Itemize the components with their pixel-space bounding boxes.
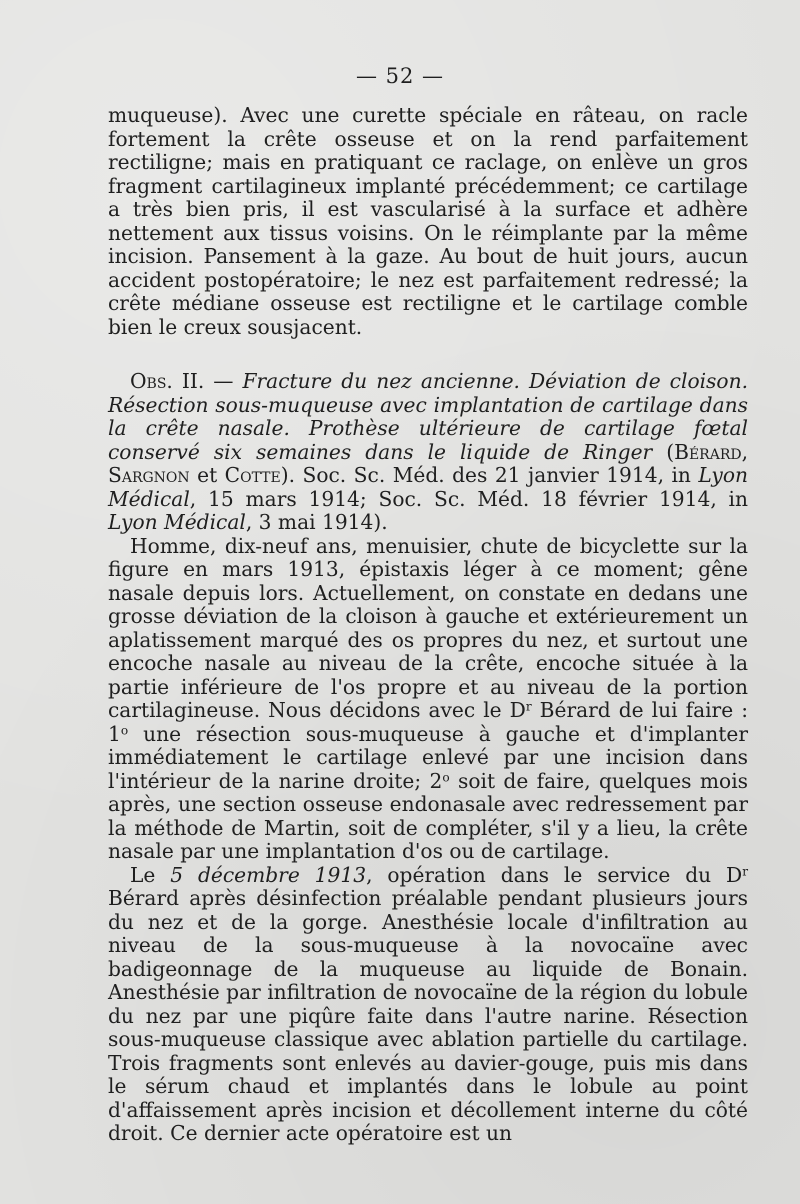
reference-open: ( [652,439,675,464]
reference-middle-2: , 15 mars 1914; Soc. Sc. Méd. 18 février 1914, in [189,486,748,511]
continuation-paragraph: muqueuse). Avec une curette spéciale en râteau, on racle fortement la crête osseuse et on la rend parfaitement rectiligne; mais en pratiquant ce raclage, on enlève un gros fragment cartilagineux implanté précédemment; ce cartilage a très bien pris, il est vascularisé à la surface et adhère nettement aux tissus voisins. On le réimplante par la même incision. Pansement à la gaze. Au bout de huit jours, aucun accident postopératoire; le nez est parfaitement redressé; la crête médiane osseuse est rectiligne et le cartilage comble bien le creux sousjacent. [108,103,748,339]
journal-name-2: Lyon Médical [108,510,246,534]
operation-paragraph [108,864,748,1146]
case-text-part-1: Homme, dix-neuf ans, menuisier, chute de bicyclette sur la figure en mars 1913, épistaxis léger à ce moment; gêne nasale depuis lors. Actuellement, on constate en dedans une grosse déviation de la cloison à gauche et extérieurement un aplatissement marqué des os propres du nez, et surtout une encoche nasale au niveau de la crête, encoche située à la partie inférieure de l'os propre et au niveau de la portion cartilagineuse. Nous décidons avec le D [108,533,748,722]
case-paragraph [108,535,748,864]
doctor-superscript: r [525,699,532,714]
doctor-superscript: r [742,863,748,878]
reference-and: et [189,463,225,487]
case-text-part-4: soit de faire, quelques mois après, une section osseuse endonasale avec redressement par la méthode de Martin, soit de compléter, s'il y a lieu, la crête nasale par une implantation d'os ou de cartilage. [108,768,749,863]
operation-text-part-1: , opération dans le service du D [366,862,743,887]
operation-text-part-2: Bérard après désinfection préalable pendant plusieurs jours du nez et de la gorge. Anesthésie locale d'infiltration au niveau de la sous-muqueuse à la novocaïne avec badigeonnage de la muqueuse au liquide de Bonain. Anesthésie par infiltration de novocaïne de la région du lobule du nez par une piqûre faite dans l'autre narine. Résection sous-muqueuse classique avec ablation partielle du cartilage. Trois fragments sont enlevés au davier-gouge, puis mis dans le sérum chaud et implantés dans le lobule au point d'affaissement après incision et décollement interne du côté droit. Ce dernier acte opératoire est un [108,886,748,1145]
author-berard: Bérard [674,439,742,464]
author-cotte: Cotte [224,463,281,487]
observation-heading [108,370,748,535]
page-number: — 52 — [355,64,445,88]
reference-end: , 3 mai 1914). [245,510,388,534]
operation-prefix: Le [130,862,171,887]
continuation-text-block [108,104,748,339]
reference-separator: , [741,439,749,464]
reference-middle-1: ). Soc. Sc. Méd. des 21 janvier 1914, in [280,463,699,487]
ordinal-superscript-1: o [120,722,129,737]
ordinal-superscript-2: o [442,769,450,784]
observation-title: Fracture du nez ancienne. Déviation de cloison. Résection sous-muqueuse avec implantation de cartilage dans la crête nasale. Prothèse ultérieure de cartilage fœtal conservé six semaines dans le liquide de Ringer [108,369,748,464]
case-text-part-2: Bérard de lui faire : 1 [108,698,748,746]
journal-name-1: Lyon Médical [108,463,748,511]
observation-dash: — [204,369,243,393]
observation-text-block [108,370,748,1146]
author-sargnon: Sargnon [108,463,190,487]
operation-date: 5 décembre 1913 [170,862,367,887]
observation-label: Obs. II. [130,369,205,393]
case-text-part-3: une résection sous-muqueuse à gauche et d'implanter immédiatement le cartilage enlevé par une incision dans l'intérieur de la narine droite; 2 [108,721,748,793]
